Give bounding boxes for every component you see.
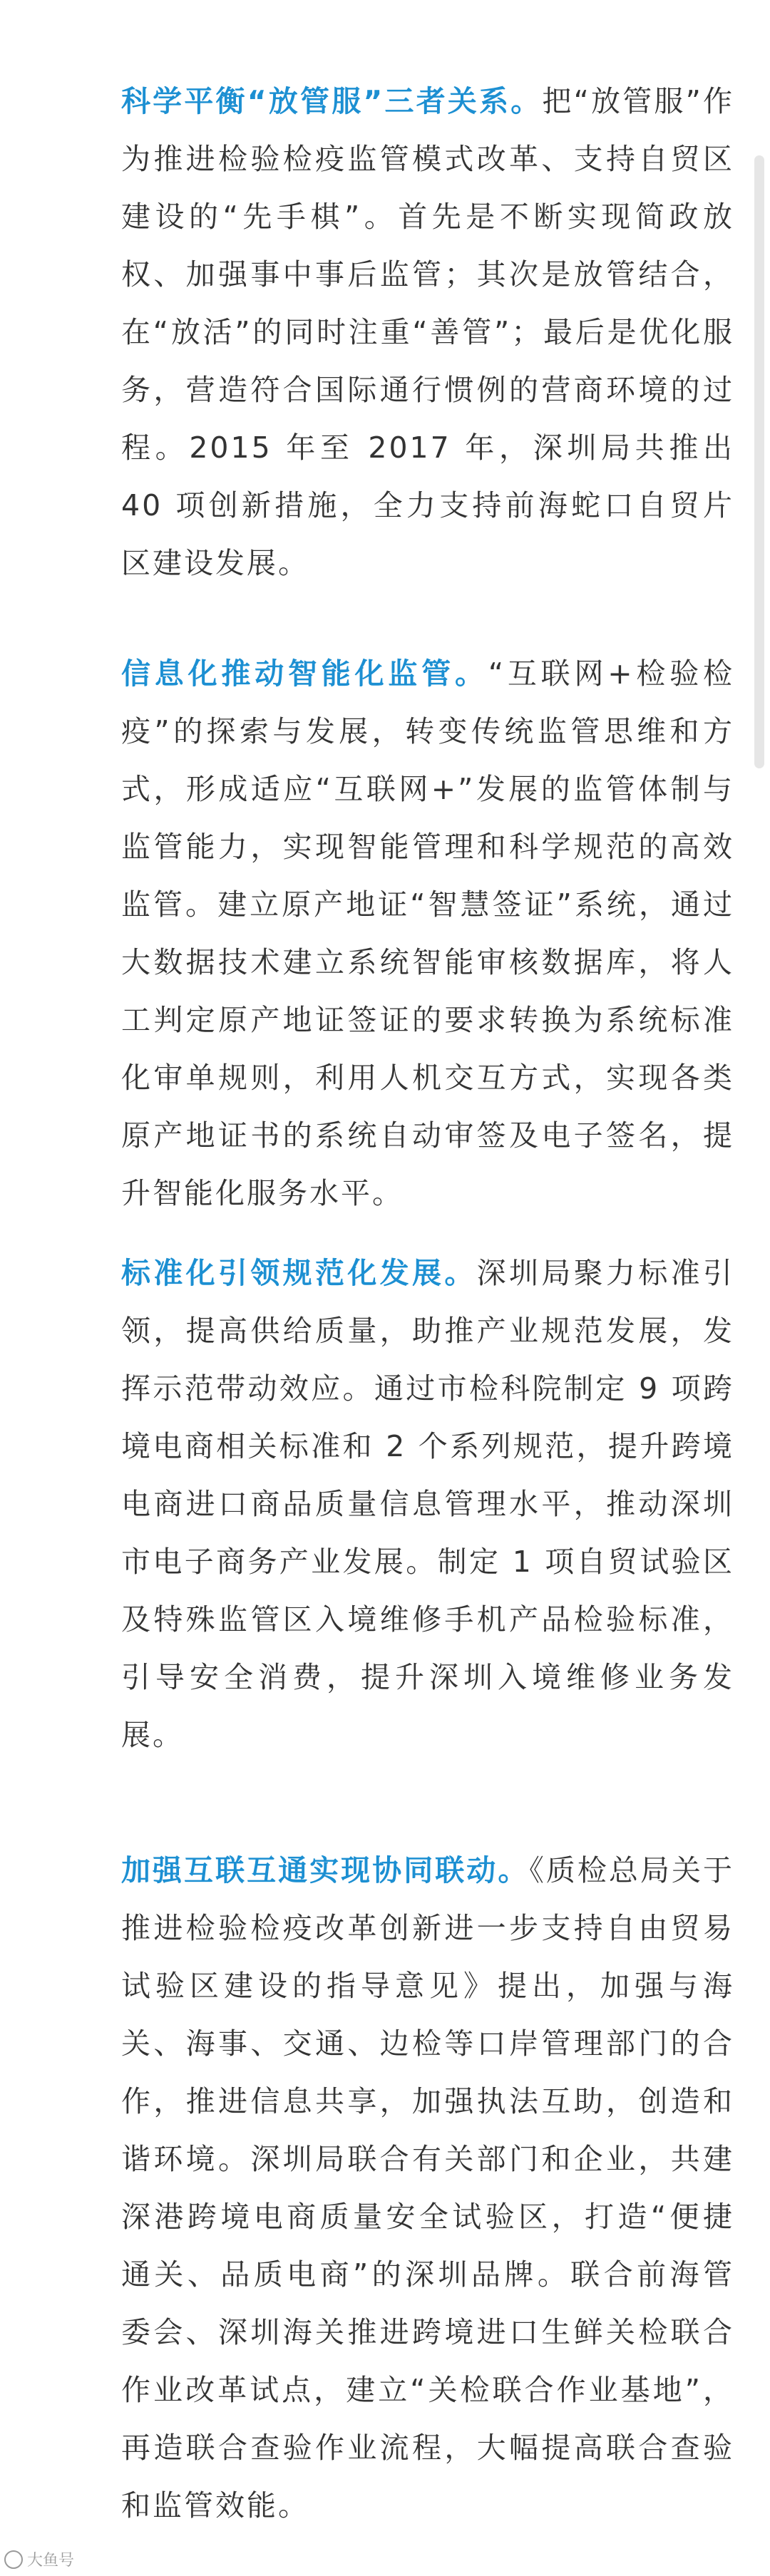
section-heading: 科学平衡“放管服”三者关系。 bbox=[121, 84, 543, 118]
section-body: 《质检总局关于推进检验检疫改革创新进一步支持自由贸易试验区建设的指导意见》提出，加强与海关、海事、交通、边检等口岸管理部门的合作，推进信息共享，加强执法互助，创造和谐环境。深圳局联合有关部门和企业，共建深港跨境电商质量安全试验区，打造“便捷通关、品质电商”的深圳品牌。联合前海管委会、深圳海关推进跨境进口生鲜关检联合作业改革试点，建立“关检联合作业基地”，再造联合查验作业流程，大幅提高联合查验和监管效能。 bbox=[121, 1853, 735, 2523]
section-heading: 标准化引领规范化发展。 bbox=[121, 1256, 477, 1290]
section-body: 把“放管服”作为推进检验检疫监管模式改革、支持自贸区建设的“先手棋”。首先是不断实现简政放权、加强事中事后监管；其次是放管结合，在“放活”的同时注重“善管”；最后是优化服务，营造符合国际通行惯例的营商环境的过程。2015 年至 2017 年，深圳局共推出 40 项创新措施，全力支持前海蛇口自贸片区建设发展。 bbox=[121, 84, 734, 580]
watermark-text: 大鱼号 bbox=[27, 2552, 75, 2570]
article-paragraph bbox=[121, 645, 734, 1222]
section-heading: 加强互联互通实现协同联动。 bbox=[121, 1853, 530, 1887]
section-body: 深圳局聚力标准引领，提高供给质量，助推产业规范发展，发挥示范带动效应。通过市检科院制定 9 项跨境电商相关标准和 2 个系列规范，提升跨境电商进口商品质量信息管理水平，推动深圳市电子商务产业发展。制定 1 项自贸试验区及特殊监管区入境维修手机产品检验标准，引导安全消费，提升深圳入境维修业务发展。 bbox=[121, 1256, 735, 1752]
scrollbar[interactable] bbox=[754, 155, 764, 768]
article-paragraph bbox=[121, 1245, 734, 1764]
watermark bbox=[4, 2548, 74, 2570]
section-body: “互联网+检验检疫”的探索与发展，转变传统监管思维和方式，形成适应“互联网+”发展的监管体制与监管能力，实现智能管理和科学规范的高效监管。建立原产地证“智慧签证”系统，通过大数据技术建立系统智能审核数据库，将人工判定原产地证签证的要求转换为系统标准化审单规则，利用人机交互方式，实现各类原产地证书的系统自动审签及电子签名，提升智能化服务水平。 bbox=[121, 656, 735, 1210]
watermark-logo-icon bbox=[4, 2550, 23, 2569]
section-heading: 信息化推动智能化监管。 bbox=[121, 656, 488, 691]
article-paragraph bbox=[121, 1842, 734, 2535]
article-paragraph bbox=[121, 73, 734, 592]
